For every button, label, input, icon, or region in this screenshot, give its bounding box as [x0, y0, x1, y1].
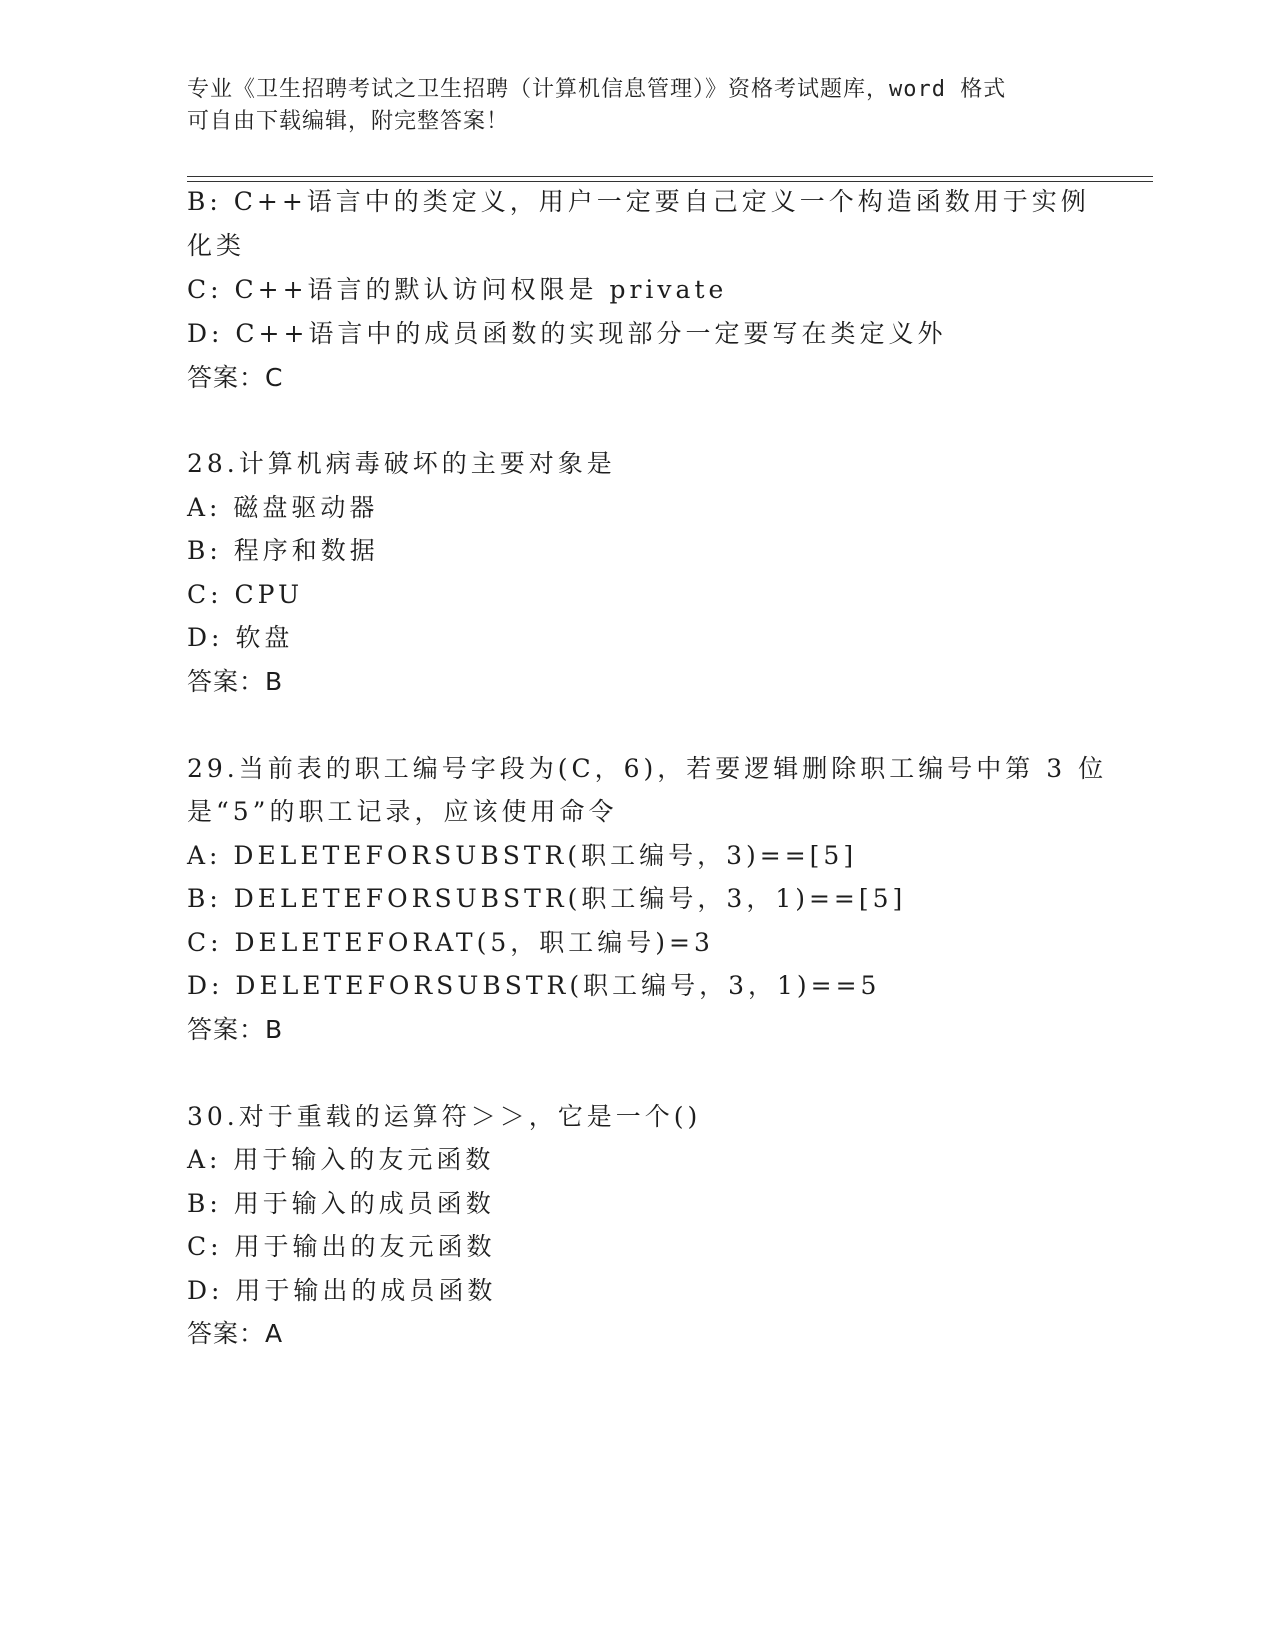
q29-answer: 答案：B	[187, 1015, 284, 1044]
q29-question-line1: 29.当前表的职工编号字段为(C，6)，若要逻辑删除职工编号中第 3 位	[187, 754, 1108, 783]
q28-question: 28.计算机病毒破坏的主要对象是	[187, 449, 616, 478]
q27-option-d: D: C++语言中的成员函数的实现部分一定要写在类定义外	[187, 319, 947, 348]
q29-option-d: D: DELETEFORSUBSTR(职工编号，3，1)==5	[187, 971, 881, 1000]
q28-option-d: D: 软盘	[187, 623, 294, 652]
q30-option-b: B: 用于输入的成员函数	[187, 1189, 495, 1218]
q30-option-a: A: 用于输入的友元函数	[187, 1145, 495, 1174]
q27-option-b-line2: 化类	[187, 231, 246, 260]
header-line-2: 可自由下载编辑，附完整答案！	[187, 109, 510, 134]
q28-option-a: A: 磁盘驱动器	[187, 493, 379, 522]
q28-option-b: B: 程序和数据	[187, 536, 379, 565]
q28-option-c: C: CPU	[187, 580, 304, 609]
header-divider-bottom	[187, 181, 1153, 182]
header-divider-top	[187, 176, 1153, 177]
q29-question-line2: 是“5”的职工记录，应该使用命令	[187, 797, 618, 826]
q27-option-b-line1: B: C++语言中的类定义，用户一定要自己定义一个构造函数用于实例	[187, 187, 1090, 216]
q30-answer: 答案：A	[187, 1319, 284, 1348]
q30-option-c: C: 用于输出的友元函数	[187, 1232, 496, 1261]
q30-option-d: D: 用于输出的成员函数	[187, 1276, 497, 1305]
q28-answer: 答案：B	[187, 667, 284, 696]
q27-answer: 答案：C	[187, 363, 284, 392]
q30-question: 30.对于重载的运算符＞＞，它是一个()	[187, 1102, 702, 1131]
q27-option-c: C: C++语言的默认访问权限是 private	[187, 275, 728, 304]
document-header	[187, 74, 1087, 138]
q29-option-c: C: DELETEFORAT(5，职工编号)=3	[187, 928, 714, 957]
header-line-1: 专业《卫生招聘考试之卫生招聘（计算机信息管理）》资格考试题库，word 格式	[187, 77, 1007, 102]
q29-option-a: A: DELETEFORSUBSTR(职工编号，3)==[5]	[187, 841, 858, 870]
q29-option-b: B: DELETEFORSUBSTR(职工编号，3，1)==[5]	[187, 884, 907, 913]
